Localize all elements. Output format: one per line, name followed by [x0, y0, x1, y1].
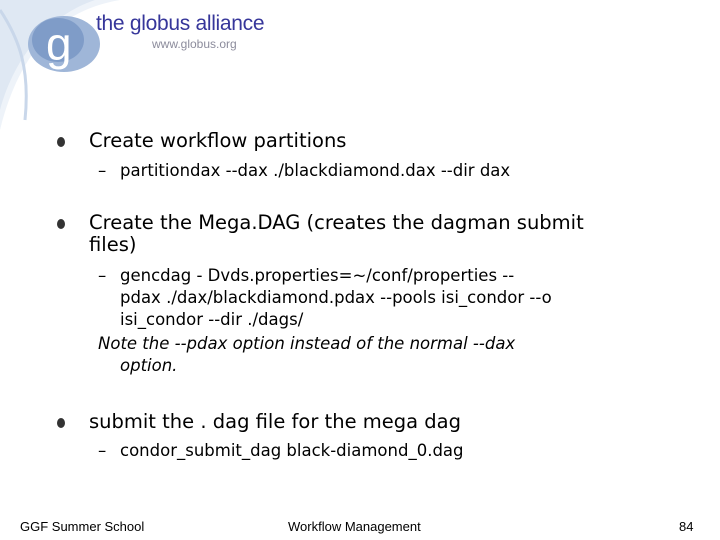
bullet-2-note-line1: Note the --pdax option instead of the normal --dax	[98, 334, 516, 353]
bullet-2-text-line1: Create the Mega.DAG (creates the dagman submit	[89, 211, 584, 234]
sub-dash: –	[98, 266, 107, 285]
footer-center: Workflow Management	[288, 519, 421, 534]
bullet-2-text-line2: files)	[89, 233, 137, 256]
bullet-icon	[57, 137, 65, 147]
logo-title: the globus alliance	[96, 12, 265, 35]
bullet-1-sub-text: partitiondax --dax ./blackdiamond.dax --dir dax	[120, 161, 511, 180]
page-number: 84	[679, 519, 694, 534]
bullet-2-note-line2: option.	[120, 356, 178, 375]
bullet-2-sub-line3: isi_condor --dir ./dags/	[120, 310, 304, 329]
logo-letter: g	[46, 18, 72, 70]
footer-left: GGF Summer School	[20, 519, 145, 534]
bullet-icon	[57, 418, 65, 428]
bullet-2-sub-text-1: gencdag - Dvds.properties=~/conf/properties --	[120, 266, 515, 285]
bullet-2-sub-line2: pdax ./dax/blackdiamond.pdax --pools isi_condor --o	[120, 288, 552, 307]
bullet-3-sub-text: condor_submit_dag black-diamond_0.dag	[120, 441, 464, 460]
bullet-1-sub	[98, 160, 510, 182]
bullet-icon	[57, 219, 65, 229]
logo-url: www.globus.org	[152, 37, 237, 51]
bullet-1-text: Create workflow partitions	[89, 129, 347, 152]
bullet-3-sub	[98, 440, 464, 462]
bullet-2-sub-line1	[98, 265, 514, 287]
bullet-3-text: submit the . dag file for the mega dag	[89, 410, 461, 433]
sub-dash: –	[98, 441, 107, 460]
sub-dash: –	[98, 161, 107, 180]
